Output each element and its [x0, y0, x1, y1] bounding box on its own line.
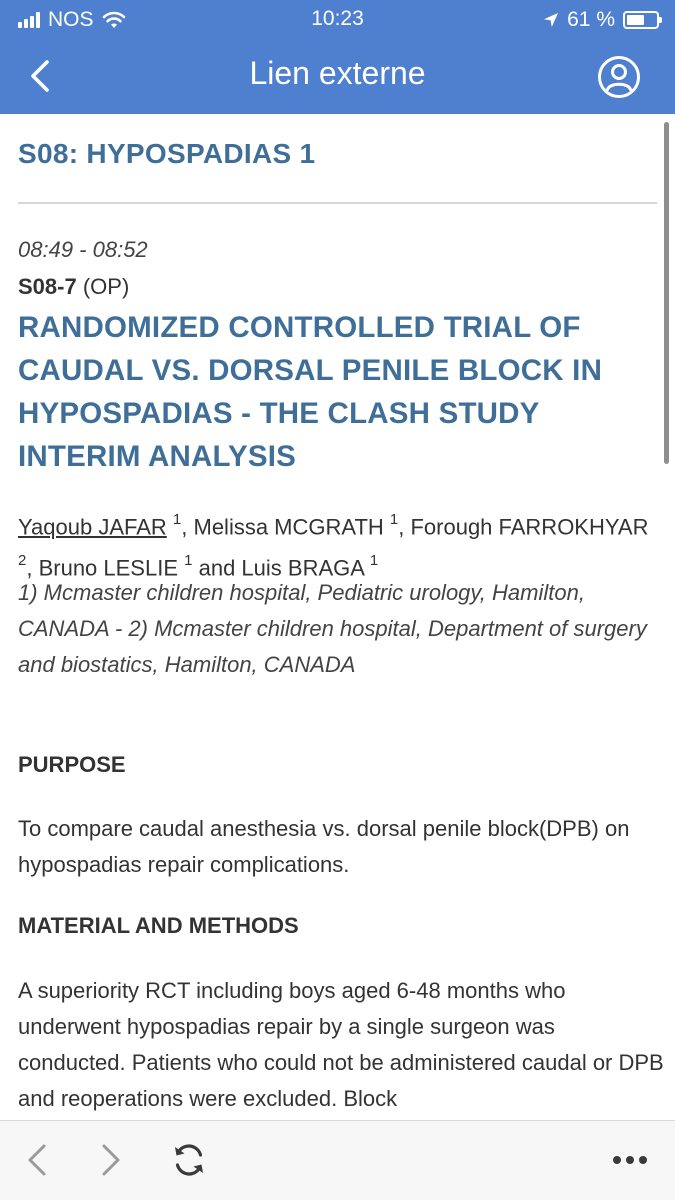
forward-arrow-icon[interactable] [96, 1143, 124, 1177]
battery-icon [623, 11, 659, 29]
abstract-title: RANDOMIZED CONTROLLED TRIAL OF CAUDAL VS. DORSAL PENILE BLOCK IN HYPOSPADIAS - THE CLASH STUDY INTERIM ANALYSIS [18, 311, 603, 473]
affiliations: 1) Mcmaster children hospital, Pediatric urology, Hamilton, CANADA - 2) Mcmaster children hospital, Department of surgery and biostatics, Hamilton, CANADA [18, 580, 647, 677]
account-circle-icon[interactable] [597, 55, 641, 99]
author-affil: 1 [184, 552, 193, 570]
author-name[interactable]: Yaqoub JAFAR [18, 514, 167, 540]
author-name: Luis BRAGA [241, 555, 364, 581]
status-bar [0, 0, 675, 38]
status-time: 10:23 [311, 7, 364, 30]
abstract-content[interactable] [0, 114, 675, 1120]
status-right [543, 8, 659, 32]
navigation-bar [0, 38, 675, 114]
session-title: S08: HYPOSPADIAS 1 [18, 138, 316, 169]
carrier-name: NOS [48, 8, 94, 31]
location-arrow-icon [543, 12, 559, 28]
methods-text: A superiority RCT including boys aged 6-48 months who underwent hypospadias repair by a single surgeon was conducted. Patients who could not be administered caudal or DPB and reoperations were excluded. Block [18, 978, 664, 1111]
abstract-code-line [18, 274, 129, 300]
more-icon[interactable] [612, 1155, 648, 1165]
back-arrow-icon[interactable] [24, 1143, 52, 1177]
top-header [0, 0, 675, 114]
divider [18, 202, 657, 204]
purpose-heading: PURPOSE [18, 752, 126, 777]
abstract-code: S08-7 [18, 274, 77, 299]
methods-heading: MATERIAL AND METHODS [18, 913, 299, 938]
author-affil: 1 [369, 552, 379, 570]
author-name: Bruno LESLIE [38, 555, 179, 581]
author-affil: 1 [389, 511, 399, 528]
time-range: 08:49 - 08:52 [18, 237, 148, 262]
scrollbar[interactable] [664, 122, 669, 464]
battery-percent: 61 % [567, 8, 615, 31]
author-name: Melissa MCGRATH [193, 514, 384, 540]
nav-title: Lien externe [249, 55, 426, 91]
author-affil: 1 [172, 511, 182, 528]
author-affil: 2 [18, 552, 27, 570]
author-name: Forough FARROKHYAR [410, 514, 649, 540]
abstract-type: (OP) [76, 274, 130, 299]
battery-fill [627, 15, 644, 25]
reload-icon[interactable] [171, 1141, 207, 1179]
authors-list: Yaqoub JAFAR $^1$, Melissa MCGRATH $^1$, Forough FARROKHYAR $^2$, Bruno LESLIE $^1$ and Luis BRAGA $^1$ [18, 511, 649, 581]
purpose-text: To compare caudal anesthesia vs. dorsal penile block(DPB) on hypospadias repair complications. [18, 816, 630, 877]
bottom-toolbar [0, 1120, 675, 1200]
